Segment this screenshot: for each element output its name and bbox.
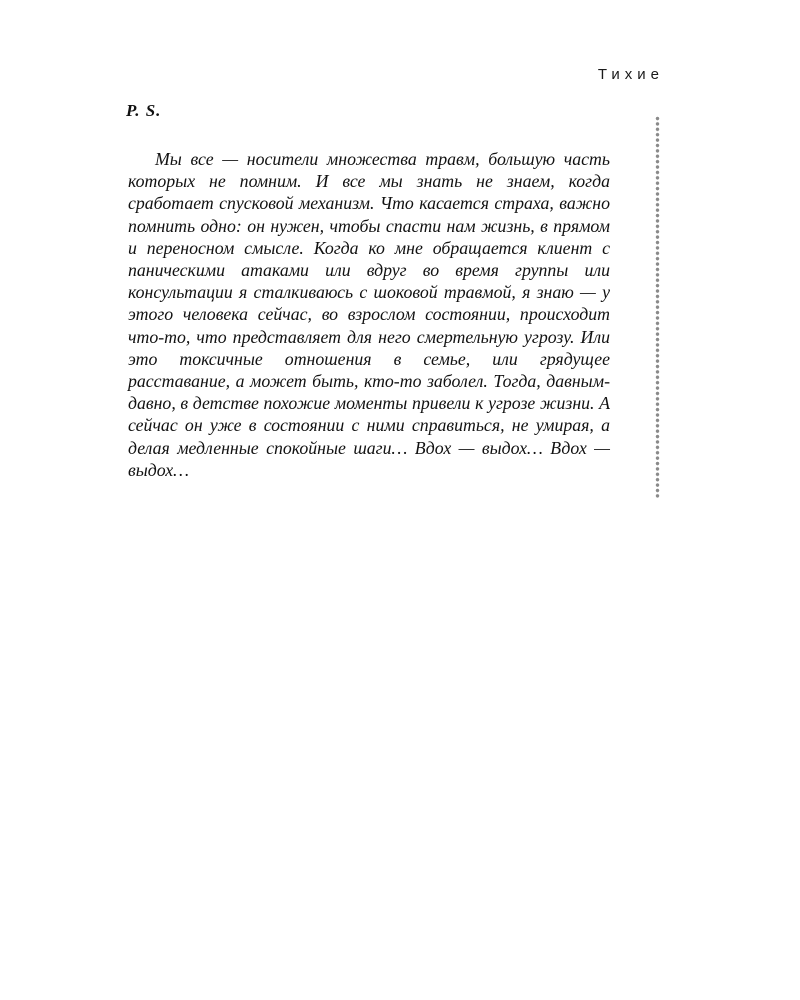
section-heading: P. S. <box>126 101 162 120</box>
body-paragraph: Мы все — носители множества травм, большую часть которых не помним. И все мы знать не знаем, когда сработает спусковой механизм. Что касается страха, важно помнить одно: он нужен, чтобы спасти нам жизнь, в прямом и переносном смысле. Когда ко мне обращается клиент с паническими атаками или вдруг во время группы или консультации я сталкиваюсь с шоковой травмой, я знаю — у этого человека сейчас, во взрослом состоянии, происходит что-то, что представляет для него смертельную угрозу. Или это токсичные отношения в семье, или грядущее расставание, а может быть, кто-то заболел. Тогда, давным-давно, в детстве похожие моменты привели к угрозе жизни. А сейчас он уже в состоянии с ними справиться, не умирая, а делая медленные спокойные шаги… Вдох — выдох… Вдох — выдох… <box>128 149 610 480</box>
running-header: Тихие <box>597 66 664 83</box>
dotted-margin-rule <box>655 116 660 498</box>
